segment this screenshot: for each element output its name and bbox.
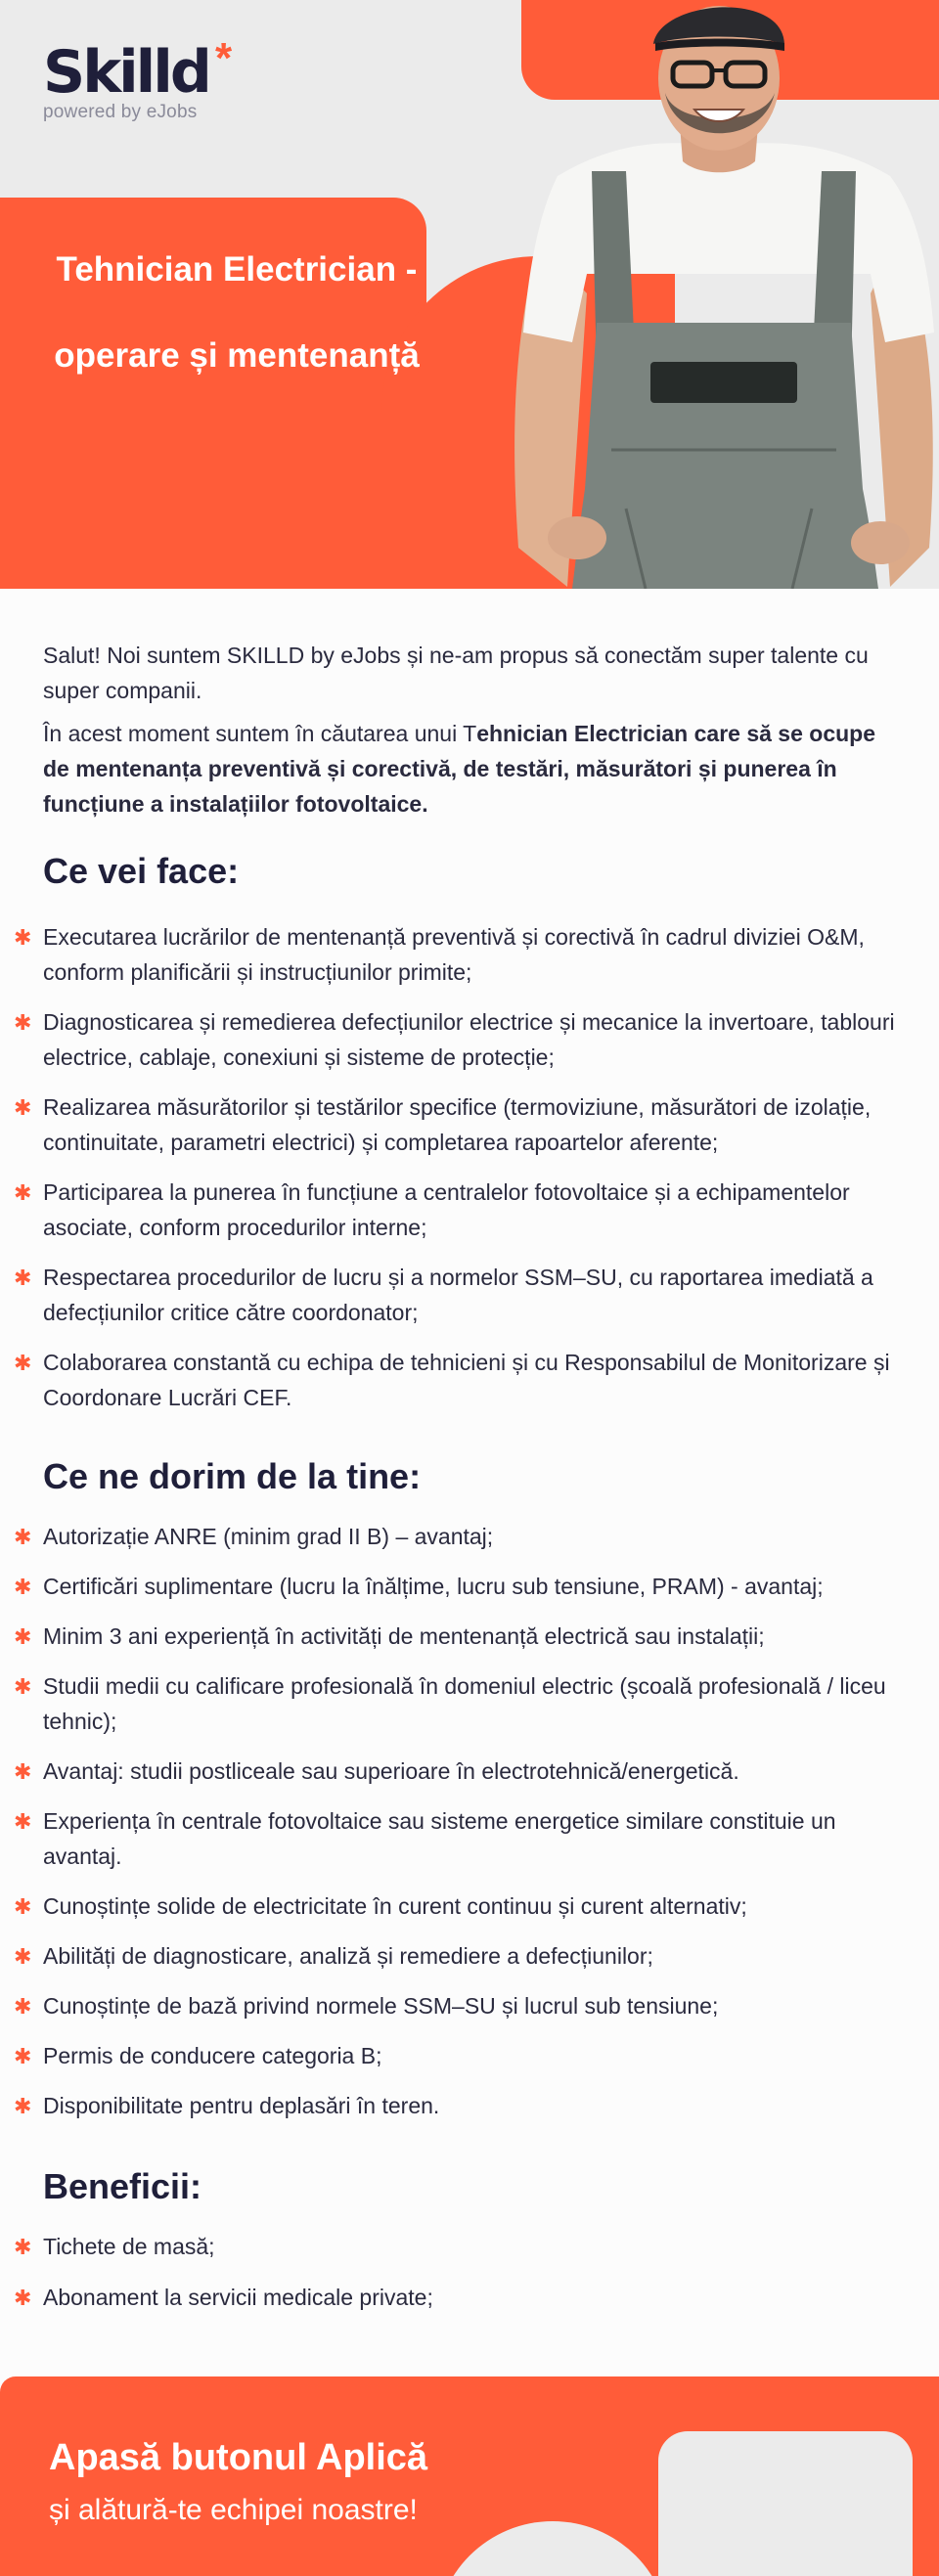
list-item-text: Colaborarea constantă cu echipa de tehnicieni și cu Responsabilul de Monitorizare și Coordonare Lucrări CEF. <box>43 1350 890 1410</box>
list-item <box>14 1938 900 1974</box>
bullet-star-icon: ✱ <box>14 1095 32 1120</box>
list-item-text: Minim 3 ani experiență în activități de mentenanță electrică sau instalații; <box>43 1623 765 1649</box>
bullet-star-icon: ✱ <box>14 1994 32 2019</box>
list-item-text: Tichete de masă; <box>43 2234 215 2259</box>
list-item <box>14 919 900 990</box>
list-item-text: Participarea la punerea în funcțiune a centralelor fotovoltaice și a echipamentelor asociate, conform procedurilor interne; <box>43 1179 850 1240</box>
logo-wordmark: Skilld <box>43 38 209 107</box>
list-item <box>14 1004 900 1075</box>
bullet-star-icon: ✱ <box>14 1180 32 1205</box>
list-item-text: Abilități de diagnosticare, analiză și remediere a defecțiunilor; <box>43 1943 653 1969</box>
list-item <box>14 1569 900 1604</box>
list-item-text: Executarea lucrărilor de mentenanță preventivă și corectivă în cadrul diviziei O&M, conform planificării și instrucțiunilor primite; <box>43 924 865 985</box>
requirements-heading: Ce ne dorim de la tine: <box>43 1456 422 1496</box>
bullet-star-icon: ✱ <box>14 1624 32 1649</box>
intro-paragraph-2 <box>43 708 900 822</box>
list-item-text: Cunoștințe solide de electricitate în curent continuu și curent alternativ; <box>43 1893 747 1919</box>
bullet-star-icon: ✱ <box>14 1525 32 1549</box>
benefits-list <box>14 2229 900 2315</box>
bullet-star-icon: ✱ <box>14 1575 32 1599</box>
intro-section <box>43 589 900 822</box>
list-item <box>14 1619 900 1654</box>
skilld-logo <box>43 34 233 123</box>
list-item <box>14 1754 900 1789</box>
list-item-text: Avantaj: studii postliceale sau superioare în electrotehnică/energetică. <box>43 1758 739 1784</box>
list-item <box>14 1988 900 2023</box>
cta-title: Apasă butonul Aplică <box>49 2437 428 2478</box>
list-item-text: Diagnosticarea și remedierea defecțiunilor electrice și mecanice la invertoare, tablouri electrice, cablaje, conexiuni și sisteme de protecție; <box>43 1009 895 1070</box>
logo-star-icon: * <box>215 34 233 82</box>
intro-text: În acest moment suntem în căutarea unui T <box>43 721 477 746</box>
job-title-line-2: operare și mentenanță <box>54 336 420 375</box>
bullet-star-icon: ✱ <box>14 2094 32 2118</box>
logo-tagline: powered by eJobs <box>43 102 198 122</box>
hero-banner <box>0 0 939 589</box>
bullet-star-icon: ✱ <box>14 1266 32 1290</box>
bullet-star-icon: ✱ <box>14 2235 32 2259</box>
intro-highlight: ehnician Electrician care să se ocupe de mentenanța preventivă și corectivă, de testări, măsurători și punerea în funcțiune a instalațiilor fotovoltaice. <box>43 721 876 817</box>
benefits-heading: Beneficii: <box>43 2166 202 2206</box>
list-item <box>14 1089 900 1160</box>
cta-decor-card <box>658 2431 913 2576</box>
list-item <box>14 2088 900 2123</box>
bullet-star-icon: ✱ <box>14 2044 32 2068</box>
bullet-star-icon: ✱ <box>14 1759 32 1784</box>
requirements-list <box>14 1519 900 2123</box>
list-item-text: Respectarea procedurilor de lucru și a normelor SSM–SU, cu raportarea imediată a defecțiunilor critice către coordonator; <box>43 1265 873 1325</box>
bullet-star-icon: ✱ <box>14 1809 32 1834</box>
list-item-text: Abonament la servicii medicale private; <box>43 2285 433 2310</box>
list-item-text: Studii medii cu calificare profesională în domeniul electric (școală profesională / liceu tehnic); <box>43 1673 886 1734</box>
bullet-star-icon: ✱ <box>14 925 32 950</box>
list-item-text: Certificări suplimentare (lucru la înălțime, lucru sub tensiune, PRAM) - avantaj; <box>43 1574 824 1599</box>
bullet-star-icon: ✱ <box>14 1351 32 1375</box>
bullet-star-icon: ✱ <box>14 2286 32 2310</box>
list-item-text: Cunoștințe de bază privind normele SSM–SU și lucrul sub tensiune; <box>43 1993 719 2019</box>
bullet-star-icon: ✱ <box>14 1894 32 1919</box>
cta-decor-circle <box>435 2521 670 2576</box>
job-title <box>22 227 452 399</box>
job-description <box>0 589 939 2315</box>
list-item <box>14 1668 900 1739</box>
list-item-text: Realizarea măsurătorilor și testărilor specifice (termoviziune, măsurători de izolație, continuitate, parametri electrici) și completarea rapoartelor aferente; <box>43 1094 872 1155</box>
cta-banner <box>0 2376 939 2576</box>
list-item-text: Experiența în centrale fotovoltaice sau sisteme energetice similare constituie un avantaj. <box>43 1808 836 1869</box>
technician-photo <box>499 0 939 589</box>
list-item-text: Autorizație ANRE (minim grad II B) – avantaj; <box>43 1524 494 1549</box>
tasks-list <box>14 919 900 1415</box>
list-item <box>14 2038 900 2073</box>
cta-subtitle: și alătură-te echipei noastre! <box>49 2494 418 2526</box>
list-item <box>14 1803 900 1874</box>
list-item <box>14 2280 900 2315</box>
intro-paragraph-1: Salut! Noi suntem SKILLD by eJobs și ne-am propus să conectăm super talente cu super companii. <box>43 643 869 703</box>
tasks-heading: Ce vei face: <box>43 851 240 891</box>
job-title-line-1: Tehnician Electrician - <box>56 250 418 289</box>
list-item <box>14 1519 900 1554</box>
list-item-text: Disponibilitate pentru deplasări în teren. <box>43 2093 440 2118</box>
bullet-star-icon: ✱ <box>14 1010 32 1035</box>
list-item <box>14 1345 900 1415</box>
list-item <box>14 1175 900 1245</box>
list-item <box>14 1888 900 1924</box>
list-item <box>14 2229 900 2264</box>
list-item-text: Permis de conducere categoria B; <box>43 2043 382 2068</box>
bullet-star-icon: ✱ <box>14 1944 32 1969</box>
bullet-star-icon: ✱ <box>14 1674 32 1699</box>
list-item <box>14 1260 900 1330</box>
